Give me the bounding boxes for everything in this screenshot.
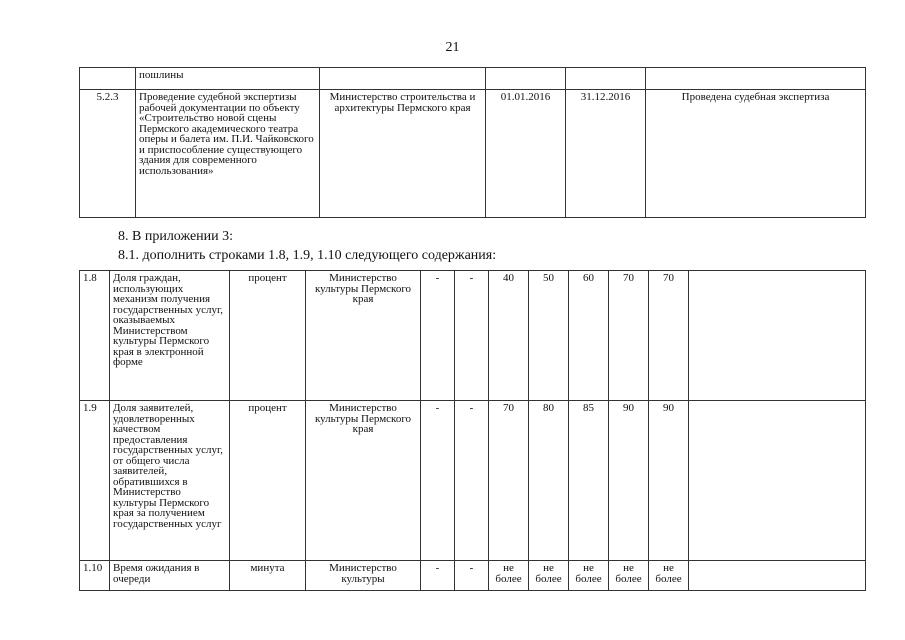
executor [320, 68, 486, 90]
organization: Министерство культуры Пермского края [306, 271, 421, 401]
note [689, 561, 866, 591]
organization: Министерство культуры [306, 561, 421, 591]
event-name: Проведение судебной экспертизы рабочей документации по объекту «Строительство новой сцены Пермского академического театра оперы и балета им. П.И. Чайковского и приспособление существующего здания для современного использования» [136, 90, 320, 218]
indicator-name: Доля заявителей, удовлетворенных качеством предоставления государственных услуг, от общего числа заявителей, обратившихся в Министерство культуры Пермского края за получением государственных услуг [110, 401, 230, 561]
value-7: 70 [649, 271, 689, 401]
value-3: 70 [489, 401, 529, 561]
value-1: - [421, 561, 455, 591]
end-date [566, 68, 646, 90]
value-7: 90 [649, 401, 689, 561]
value-3: 40 [489, 271, 529, 401]
value-6: не более [609, 561, 649, 591]
organization: Министерство культуры Пермского края [306, 401, 421, 561]
row-number: 1.10 [80, 561, 110, 591]
value-1: - [421, 271, 455, 401]
result [646, 68, 866, 90]
executor: Министерство строительства и архитектуры Пермского края [320, 90, 486, 218]
table-row [80, 68, 866, 90]
note [689, 271, 866, 401]
value-3: не более [489, 561, 529, 591]
value-2: - [455, 561, 489, 591]
value-2: - [455, 271, 489, 401]
value-4: 80 [529, 401, 569, 561]
table-row [80, 271, 866, 401]
result: Проведена судебная экспертиза [646, 90, 866, 218]
page-number: 21 [445, 40, 460, 55]
row-number: 5.2.3 [80, 90, 136, 218]
end-date: 31.12.2016 [566, 90, 646, 218]
indicator-name: Доля граждан, использующих механизм получения государственных услуг, оказываемых Министерством культуры Пермского края в электронной форме [110, 271, 230, 401]
unit: процент [230, 401, 306, 561]
indicators-table [79, 270, 866, 591]
row-number: 1.9 [80, 401, 110, 561]
unit: минута [230, 561, 306, 591]
value-6: 70 [609, 271, 649, 401]
row-number: 1.8 [80, 271, 110, 401]
table-row [80, 561, 866, 591]
paragraph-addition: 8.1. дополнить строками 1.8, 1.9, 1.10 следующего содержания: [118, 248, 497, 263]
indicator-name: Время ожидания в очереди [110, 561, 230, 591]
value-7: не более [649, 561, 689, 591]
start-date [486, 68, 566, 90]
value-6: 90 [609, 401, 649, 561]
start-date: 01.01.2016 [486, 90, 566, 218]
row-number [80, 68, 136, 90]
value-1: - [421, 401, 455, 561]
paragraph-appendix: 8. В приложении 3: [118, 229, 234, 244]
unit: процент [230, 271, 306, 401]
value-5: 85 [569, 401, 609, 561]
value-2: - [455, 401, 489, 561]
note [689, 401, 866, 561]
table-row [80, 401, 866, 561]
value-4: не более [529, 561, 569, 591]
value-4: 50 [529, 271, 569, 401]
table-row [80, 90, 866, 218]
event-name: пошлины [136, 68, 320, 90]
value-5: не более [569, 561, 609, 591]
events-table [79, 67, 866, 218]
value-5: 60 [569, 271, 609, 401]
